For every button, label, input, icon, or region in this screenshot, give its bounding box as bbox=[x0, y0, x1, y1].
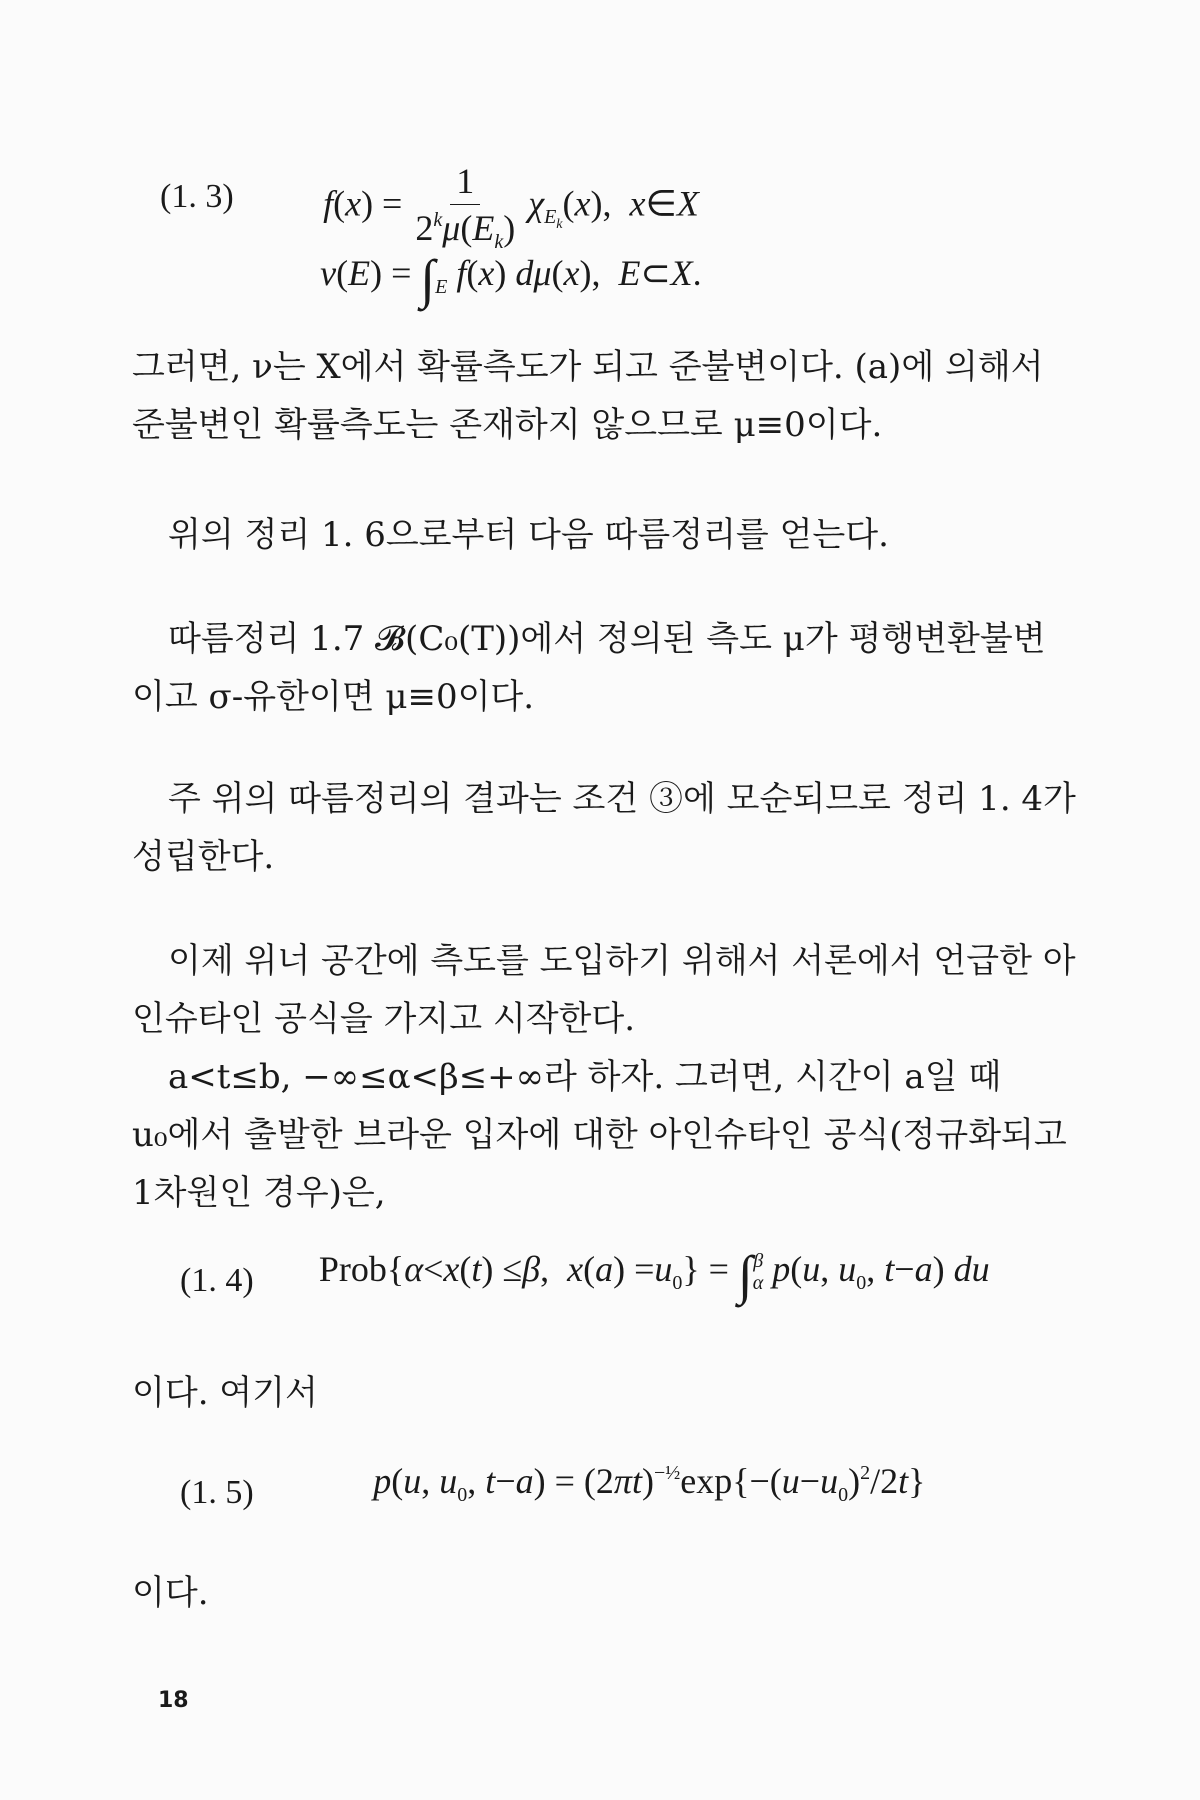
equation-label-1-4: (1. 4) bbox=[180, 1262, 254, 1299]
paragraph-3-line-2: 인슈타인 공식을 가지고 시작한다. bbox=[132, 999, 636, 1039]
note-line-1: 주 위의 따름정리의 결과는 조건 ③에 모순되므로 정리 1. 4가 bbox=[168, 779, 1076, 819]
equation-label-1-5: (1. 5) bbox=[180, 1474, 254, 1511]
paragraph-2: 위의 정리 1. 6으로부터 다음 따름정리를 얻는다. bbox=[168, 515, 889, 555]
paragraph-5: 이다. bbox=[132, 1573, 209, 1613]
paragraph-3-line-5: 1차원인 경우)은, bbox=[132, 1173, 386, 1213]
paragraph-1-line-2: 준불변인 확률측도는 존재하지 않으므로 μ≡0이다. bbox=[132, 405, 883, 445]
equation-1-4: Prob{α<x(t) ≤β, $x(a) =u_0\} = \int_\alpha^\beta$ p(u, $u_0$, t−a) du bbox=[318, 1245, 990, 1305]
corollary-line-1: 따름정리 1.7 𝓑(C₀(T))에서 정의된 측도 μ가 평행변환불변 bbox=[168, 619, 1046, 659]
equation-label-1-3: (1. 3) bbox=[160, 178, 234, 215]
equation-1-3-line2: $\nu(E) = \int_E$ f(x) dμ(x), E⊂X. bbox=[311, 249, 702, 309]
equation-1-3-line1: f(x) = $\frac{1}{2^k\mu(E_k)}$ $\chi_{E_k}(x)$, x∈X bbox=[323, 161, 699, 253]
page-number: 18 bbox=[158, 1688, 189, 1713]
paragraph-4: 이다. 여기서 bbox=[132, 1373, 318, 1413]
paragraph-1-line-1: 그러면, ν는 X에서 확률측도가 되고 준불변이다. (a)에 의해서 bbox=[132, 347, 1044, 387]
paragraph-3-line-4: u₀에서 출발한 브라운 입자에 대한 아인슈타인 공식(정규화되고 bbox=[132, 1115, 1067, 1155]
equation-1-5: p(u, $u_0$, $t-a) = (2\pi t)^{-\frac{1}{2}}\exp\{-(u-u_0)^2/2t\}$ bbox=[364, 1461, 926, 1506]
note-line-2: 성립한다. bbox=[132, 837, 275, 877]
paragraph-3-line-3: a<t≤b, −∞≤α<β≤+∞라 하자. 그러면, 시간이 a일 때 bbox=[168, 1057, 1002, 1097]
corollary-line-2: 이고 σ-유한이면 μ≡0이다. bbox=[132, 677, 535, 717]
paragraph-3-line-1: 이제 위너 공간에 측도를 도입하기 위해서 서론에서 언급한 아 bbox=[168, 941, 1076, 981]
